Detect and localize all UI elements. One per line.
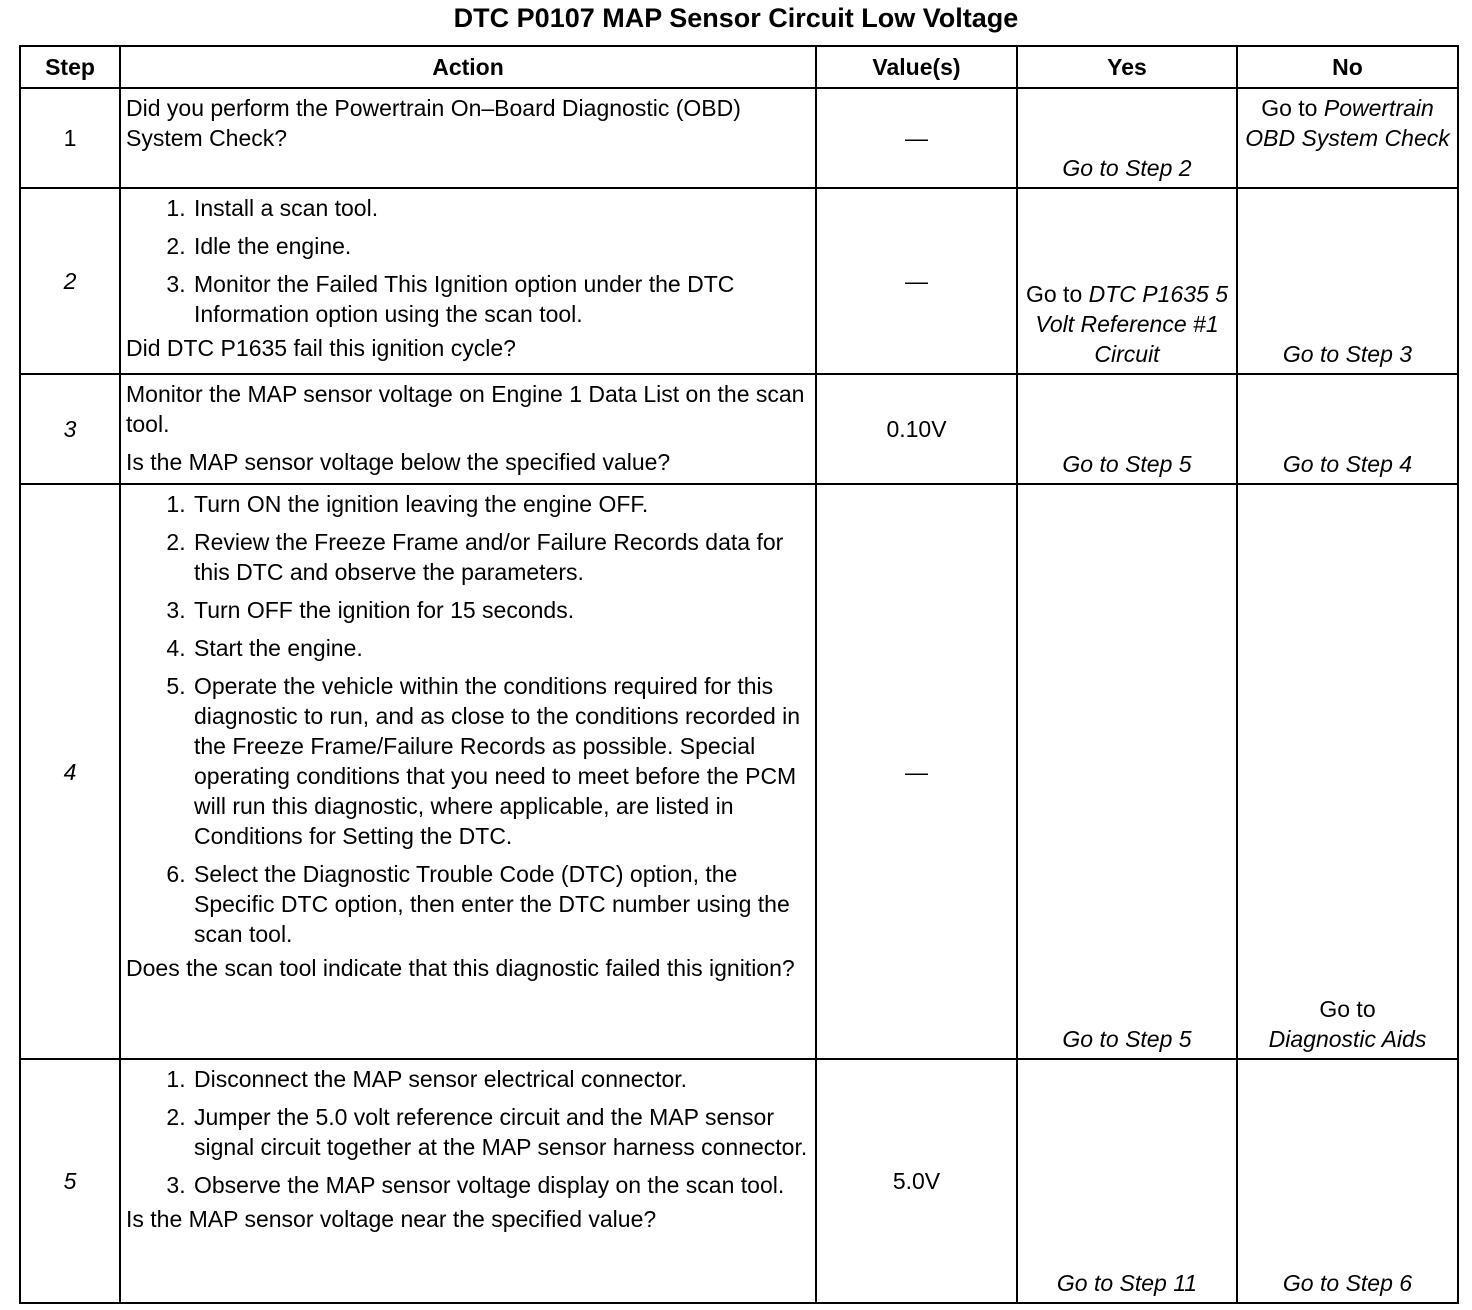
action-item: 1. Disconnect the MAP sensor electrical connector.	[192, 1064, 810, 1094]
no-prefix: Go to	[1319, 996, 1376, 1022]
value-cell: —	[816, 484, 1017, 1059]
table-header-row	[20, 46, 1458, 88]
action-list	[126, 193, 810, 329]
action-cell	[120, 484, 816, 1059]
value-cell: 0.10V	[816, 374, 1017, 484]
no-link: Powertrain OBD System Check	[1245, 95, 1450, 151]
action-cell	[120, 88, 816, 188]
value-cell: 5.0V	[816, 1059, 1017, 1303]
yes-cell: Go to Step 5	[1017, 484, 1237, 1059]
yes-cell: Go to Step 5	[1017, 374, 1237, 484]
yes-cell	[1017, 188, 1237, 374]
no-cell: Go to Step 3	[1237, 188, 1458, 374]
action-intro: Monitor the MAP sensor voltage on Engine 1 Data List on the scan tool.	[126, 381, 805, 437]
table-row-step-2	[20, 188, 1458, 374]
no-cell	[1237, 484, 1458, 1059]
action-item: 5. Operate the vehicle within the conditions required for this diagnostic to run, and as close to the conditions recorded in the Freeze Frame/Failure Records as possible. Special operating conditions that you need to meet before the PCM will run this diagnostic, where applicable, are listed in Conditions for Setting the DTC.	[192, 671, 810, 851]
action-list	[126, 1064, 810, 1200]
action-item: 2. Review the Freeze Frame and/or Failure Records data for this DTC and observe the parameters.	[192, 527, 810, 587]
action-question: Did DTC P1635 fail this ignition cycle?	[126, 335, 516, 361]
action-item: 4. Start the engine.	[192, 633, 810, 663]
yes-cell: Go to Step 2	[1017, 88, 1237, 188]
header-step: Step	[20, 46, 120, 88]
action-item: 2. Jumper the 5.0 volt reference circuit and the MAP sensor signal circuit together at the MAP sensor harness connector.	[192, 1102, 810, 1162]
table-row-step-4	[20, 484, 1458, 1059]
action-question: Does the scan tool indicate that this diagnostic failed this ignition?	[126, 955, 795, 981]
header-action: Action	[120, 46, 816, 88]
diagnostic-table	[19, 45, 1459, 1304]
header-values: Value(s)	[816, 46, 1017, 88]
action-question: Did you perform the Powertrain On–Board Diagnostic (OBD) System Check?	[126, 95, 741, 151]
table-row-step-1	[20, 88, 1458, 188]
action-item: 6. Select the Diagnostic Trouble Code (DTC) option, the Specific DTC option, then enter the DTC number using the scan tool.	[192, 859, 810, 949]
table-row-step-5	[20, 1059, 1458, 1303]
header-no: No	[1237, 46, 1458, 88]
yes-prefix: Go to	[1025, 281, 1083, 307]
no-cell: Go to Step 6	[1237, 1059, 1458, 1303]
no-link: Diagnostic Aids	[1268, 1026, 1427, 1052]
no-cell: Go to Step 4	[1237, 374, 1458, 484]
page-title: DTC P0107 MAP Sensor Circuit Low Voltage	[453, 3, 1019, 33]
no-cell	[1237, 88, 1458, 188]
action-cell	[120, 374, 816, 484]
header-yes: Yes	[1017, 46, 1237, 88]
action-cell	[120, 188, 816, 374]
value-cell: —	[816, 88, 1017, 188]
no-prefix: Go to	[1261, 95, 1318, 121]
action-item: 3. Monitor the Failed This Ignition option under the DTC Information option using the scan tool.	[192, 269, 810, 329]
action-item: 3. Observe the MAP sensor voltage display on the scan tool.	[192, 1170, 810, 1200]
action-list	[126, 489, 810, 949]
action-question: Is the MAP sensor voltage below the specified value?	[126, 449, 671, 475]
step-number: 2	[20, 188, 120, 374]
yes-link: DTC P1635 5 Volt Reference #1 Circuit	[1035, 281, 1228, 367]
value-cell: —	[816, 188, 1017, 374]
step-number: 1	[20, 88, 120, 188]
step-number: 5	[20, 1059, 120, 1303]
table-row-step-3	[20, 374, 1458, 484]
action-cell	[120, 1059, 816, 1303]
action-item: 3. Turn OFF the ignition for 15 seconds.	[192, 595, 810, 625]
action-question: Is the MAP sensor voltage near the specified value?	[126, 1206, 657, 1232]
action-item: 2. Idle the engine.	[192, 231, 810, 261]
step-number: 4	[20, 484, 120, 1059]
action-item: 1. Install a scan tool.	[192, 193, 810, 223]
action-item: 1. Turn ON the ignition leaving the engine OFF.	[192, 489, 810, 519]
yes-cell: Go to Step 11	[1017, 1059, 1237, 1303]
step-number: 3	[20, 374, 120, 484]
